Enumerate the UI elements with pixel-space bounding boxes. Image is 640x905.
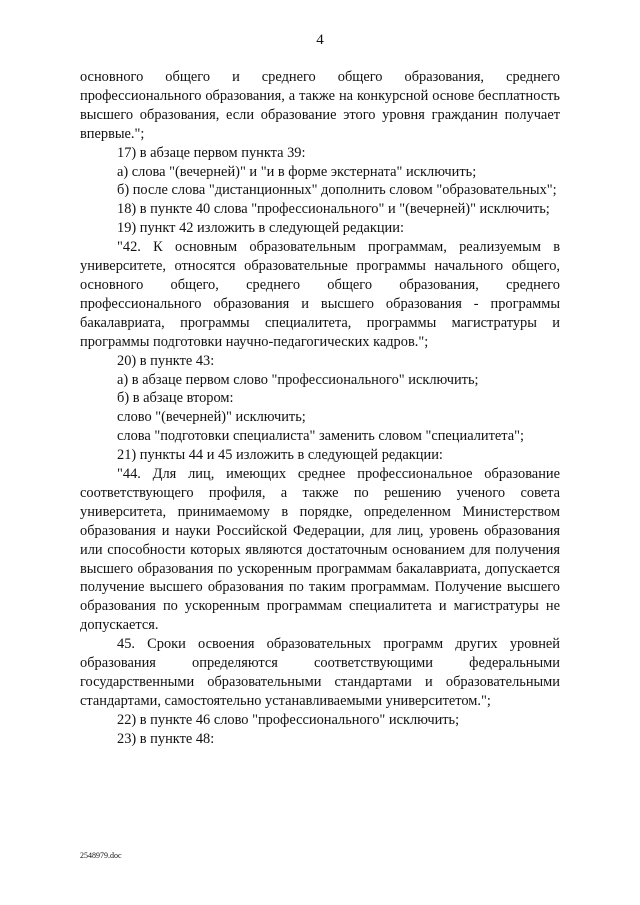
paragraph: 20) в пункте 43: bbox=[117, 352, 215, 369]
paragraph: 21) пункты 44 и 45 изложить в следующей редакции: bbox=[117, 447, 443, 464]
paragraph: "42. К основным образовательным программам, реализуемым в университете, относятся образовательные программы начального общего, основного общего, среднего общего образования, среднего профессионального образования и высшего образования - программы бакалавриата, программы специалитета, программы магистратуры и программы подготовки научно-педагогических кадров."; bbox=[80, 239, 560, 350]
document-body bbox=[80, 68, 560, 749]
paragraph: слово "(вечерней)" исключить; bbox=[117, 409, 306, 426]
paragraph: а) слова "(вечерней)" и "и в форме экстерната" исключить; bbox=[117, 163, 477, 180]
paragraph: "44. Для лиц, имеющих среднее профессиональное образование соответствующего профиля, а также по решению ученого совета университета, принимаемому в порядке, определенном Министерством образования и науки Российской Федерации, для лиц, уровень образования или способности которых являются достаточным основанием для получения высшего образования по ускоренным программам бакалавриата, допускается получение высшего образования по таким программам. Получение высшего образования по ускоренным программам специалитета и магистратуры не допускается. bbox=[80, 466, 560, 634]
document-file-code: 2548979.doc bbox=[80, 851, 122, 860]
paragraph: б) в абзаце втором: bbox=[117, 390, 234, 407]
paragraph: 22) в пункте 46 слово "профессионального" исключить; bbox=[117, 711, 460, 728]
page-number: 4 bbox=[316, 32, 324, 48]
paragraph: 17) в абзаце первом пункта 39: bbox=[117, 144, 306, 161]
paragraph: 19) пункт 42 изложить в следующей редакции: bbox=[117, 220, 404, 237]
paragraph: слова "подготовки специалиста" заменить словом "специалитета"; bbox=[117, 428, 524, 445]
paragraph: 45. Сроки освоения образовательных программ других уровней образования определяются соответствующими федеральными государственными образовательными стандартами и образовательными стандартами, самостоятельно устанавливаемыми университетом."; bbox=[80, 636, 560, 709]
paragraph: 18) в пункте 40 слова "профессионального" и "(вечерней)" исключить; bbox=[117, 201, 550, 218]
paragraph: б) после слова "дистанционных" дополнить словом "образовательных"; bbox=[117, 182, 557, 199]
paragraph: а) в абзаце первом слово "профессионального" исключить; bbox=[117, 371, 479, 388]
paragraph: 23) в пункте 48: bbox=[117, 730, 215, 747]
paragraph: основного общего и среднего общего образования, среднего профессионального образования, а также на конкурсной основе бесплатность высшего образования, если образование этого уровня гражданин получает впервые."; bbox=[80, 69, 560, 142]
